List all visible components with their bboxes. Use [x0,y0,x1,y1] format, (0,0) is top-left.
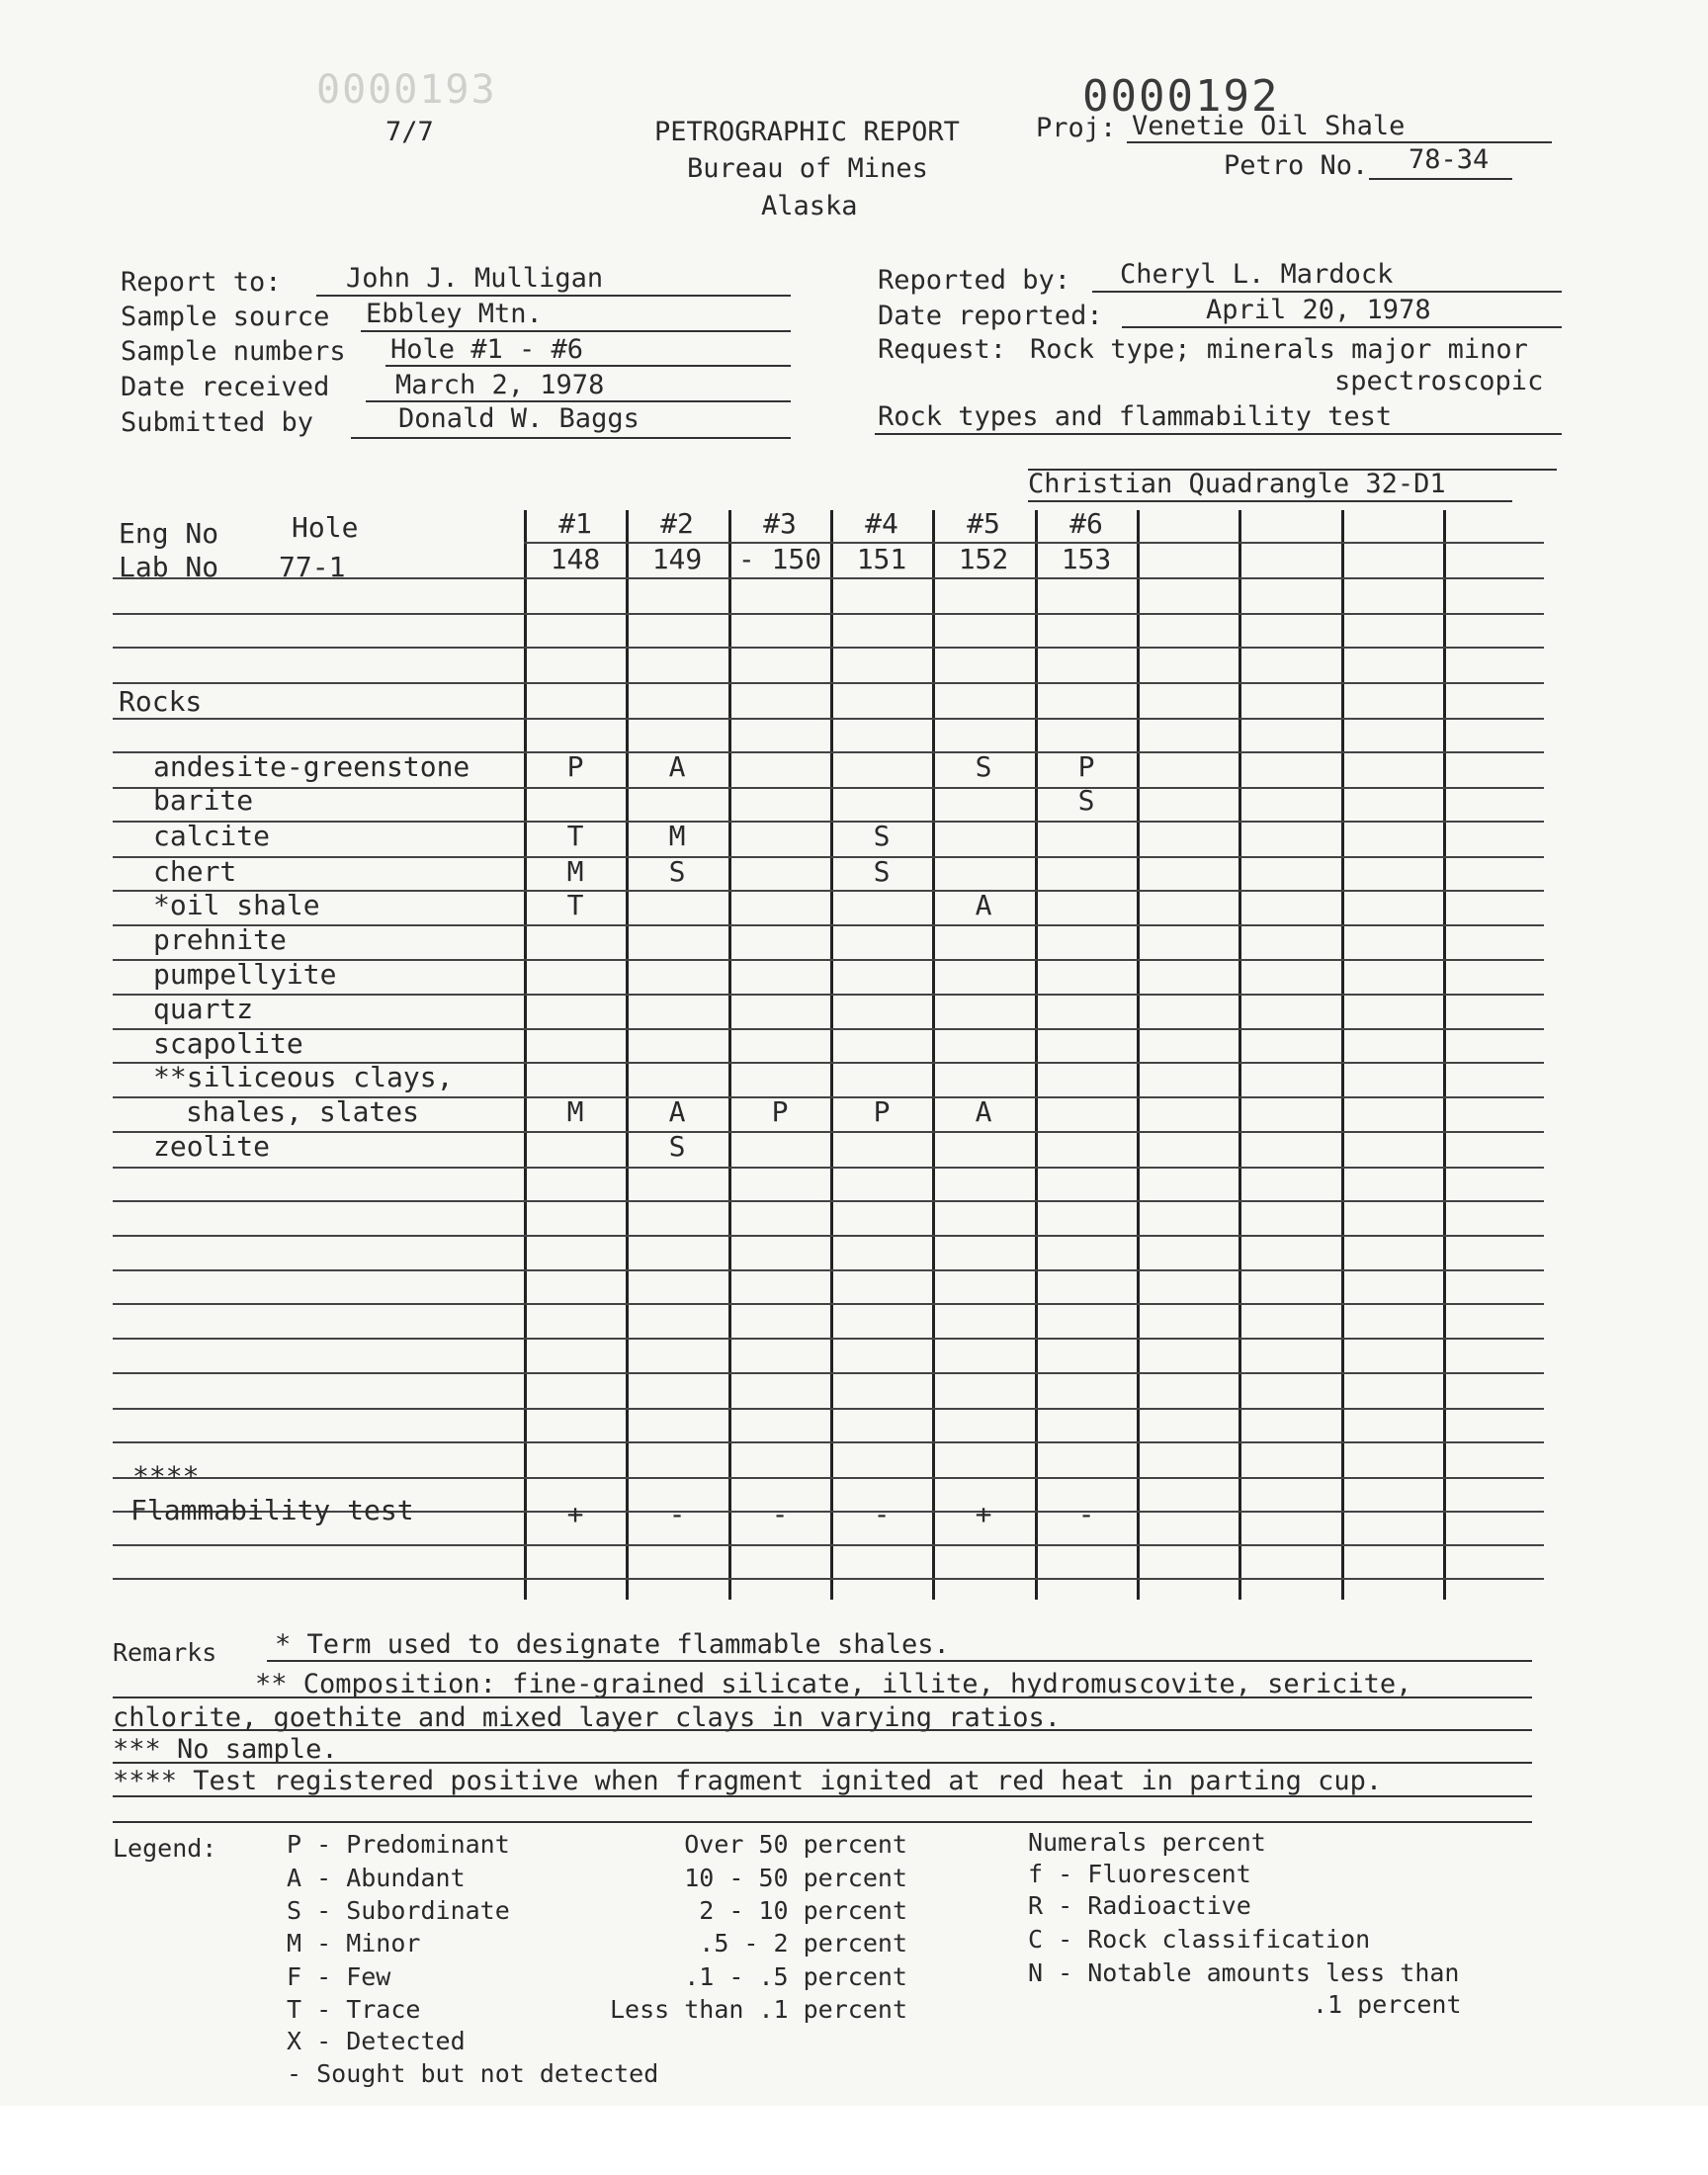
lab-no-label: Lab No [119,551,219,583]
rock-row-label: pumpellyite [153,958,337,991]
rock-row-value: S [975,750,992,783]
request-value: Rock type; minerals major minor [1030,334,1528,365]
sample-numbers-underline [385,365,791,367]
reported-by-underline [1092,291,1562,293]
table-row-line [113,1578,1544,1580]
rocks-heading: Rocks [119,685,203,718]
submitted-by-underline [351,437,791,439]
rock-row-value: P [1077,750,1095,783]
remark-line-2: ** Composition: fine-grained silicate, illite, hydromuscovite, sericite, [255,1669,1412,1699]
flammability-value: - [771,1498,789,1530]
table-row-line [113,1477,1544,1479]
table-row-line [113,718,1544,720]
column-header-hole: #6 [1069,507,1103,540]
rock-row-value: S [1077,784,1095,817]
remark-underline-6 [113,1821,1532,1823]
table-row-line [113,821,1544,823]
table-row-line [113,1338,1544,1340]
table-row-line [113,1200,1544,1202]
petro-underline [1369,178,1512,180]
legend-label: Legend: [113,1834,217,1863]
date-reported-label: Date reported: [878,301,1103,331]
rock-row-label: *oil shale [153,889,320,921]
legend-right-item: C - Rock classification [1028,1925,1371,1954]
flammability-value: - [668,1498,686,1530]
flammability-value: + [975,1498,992,1530]
table-row-line [113,787,1544,789]
flammability-value: + [566,1498,584,1530]
table-row-line [113,1303,1544,1305]
proj-underline [1127,141,1552,143]
rock-row-value: S [668,1130,686,1163]
lab-number: 153 [1061,543,1112,575]
legend-range: 2 - 10 percent [699,1896,907,1925]
remark-line-4: *** No sample. [113,1734,338,1765]
rock-row-value: A [668,750,686,783]
table-row-line [113,890,1544,892]
sample-numbers-label: Sample numbers [121,336,346,367]
report-to-label: Report to: [121,267,282,298]
rock-row-value: M [566,1095,584,1128]
rock-row-value: A [975,1095,992,1128]
report-title: PETROGRAPHIC REPORT [654,117,960,147]
column-header-hole: #3 [763,507,797,540]
rock-row-label: scapolite [153,1027,303,1060]
legend-code: P - Predominant [287,1830,510,1859]
scan-margin [0,2106,1708,2175]
table-row-line [113,1269,1544,1271]
state-name: Alaska [761,191,858,221]
sample-source-label: Sample source [121,302,330,332]
legend-code: F - Few [287,1962,391,1991]
rock-row-value: T [566,889,584,921]
legend-right-item: N - Notable amounts less than [1028,1958,1460,1987]
column-header-hole: #2 [660,507,694,540]
table-column-line [1137,510,1140,1600]
rock-row-value: P [873,1095,891,1128]
table-row-line [113,1235,1544,1237]
table-row-line [113,1441,1544,1443]
rock-row-value: P [566,750,584,783]
table-column-line [1238,510,1241,1600]
table-column-line [1341,510,1344,1600]
rock-row-label: barite [153,784,254,817]
proj-label: Proj: [1036,113,1117,143]
remark-line-3: chlorite, goethite and mixed layer clays in varying ratios. [113,1702,1062,1733]
ghost-doc-number: 0000193 [316,67,497,113]
table-row-line [113,856,1544,858]
reported-by-value: Cheryl L. Mardock [1120,259,1394,290]
rock-row-value: M [566,855,584,888]
lab-number: 151 [856,543,907,575]
table-row-line [113,682,1544,684]
request-line-4-underline [1028,500,1512,502]
rock-row-label: chert [153,855,237,888]
remark-line-1: * Term used to designate flammable shales. [275,1629,950,1660]
petro-value: 78-34 [1409,144,1490,175]
eng-no-label: Eng No [119,517,219,550]
table-column-line [830,510,833,1600]
legend-code: - Sought but not detected [287,2059,659,2088]
legend-range: 10 - 50 percent [684,1864,907,1892]
sample-source-underline [361,330,791,332]
lab-prefix: 77-1 [279,551,346,583]
sample-source-value: Ebbley Mtn. [366,299,543,329]
submitted-by-label: Submitted by [121,407,314,438]
remark-underline-5 [113,1795,1532,1797]
legend-right-item: .1 percent [1313,1990,1462,2019]
legend-code: X - Detected [287,2027,466,2055]
date-reported-value: April 20, 1978 [1206,295,1431,325]
column-header-hole: #1 [558,507,592,540]
date-reported-underline [1122,326,1562,328]
rock-row-value: A [975,889,992,921]
legend-range: Over 50 percent [684,1830,907,1859]
rock-row-value: A [668,1095,686,1128]
flammability-label: Flammability test [130,1494,414,1526]
table-row-line [113,1131,1544,1133]
table-row-line [113,1408,1544,1410]
legend-code: S - Subordinate [287,1896,510,1925]
table-column-line [932,510,935,1600]
legend-code: M - Minor [287,1929,421,1958]
remark-underline-2 [113,1696,1532,1698]
date-received-label: Date received [121,372,330,402]
rock-row-value: S [873,855,891,888]
report-to-value: John J. Mulligan [346,263,604,294]
proj-value: Venetie Oil Shale [1132,111,1406,141]
table-row-line [113,613,1544,615]
request-label: Request: [878,334,1007,365]
lab-number: 152 [958,543,1009,575]
remarks-label: Remarks [113,1638,217,1667]
lab-number: 149 [651,543,703,575]
rock-row-label: zeolite [153,1130,271,1163]
table-column-line [1443,510,1446,1600]
rock-row-value: M [668,820,686,852]
table-column-line [1035,510,1038,1600]
legend-range: .1 - .5 percent [684,1962,907,1991]
rock-row-label: **siliceous clays, [153,1061,454,1093]
table-column-line [626,510,629,1600]
table-row-line [113,924,1544,926]
submitted-by-value: Donald W. Baggs [398,403,640,434]
petro-label: Petro No. [1224,150,1369,181]
table-row-line [113,1544,1544,1546]
rock-row-value: S [873,820,891,852]
date-received-value: March 2, 1978 [395,370,605,400]
rock-row-label: prehnite [153,923,287,956]
remark-underline-1 [267,1660,1532,1662]
legend-code: T - Trace [287,1995,421,2024]
remark-underline-4 [113,1762,1532,1764]
table-column-line [524,510,527,1600]
sample-numbers-value: Hole #1 - #6 [390,334,584,365]
request-value-2: spectroscopic [1334,366,1544,396]
table-row-line [113,1028,1544,1030]
lab-number: 148 [550,543,601,575]
doc-number: 0000192 [1082,71,1280,122]
rock-row-value: S [668,855,686,888]
rock-row-label: andesite-greenstone [153,750,470,783]
table-row-line [113,647,1544,649]
hole-label: Hole [292,511,359,544]
legend-code: A - Abundant [287,1864,466,1892]
page-number: 7/7 [385,117,434,147]
stars-label: **** [132,1460,200,1493]
table-column-line [728,510,731,1600]
legend-range: .5 - 2 percent [699,1929,907,1958]
flammability-value: - [1077,1498,1095,1530]
legend-right-item: R - Radioactive [1028,1891,1251,1920]
date-received-underline [366,400,791,402]
remark-underline-3 [113,1729,1532,1731]
rock-row-value: T [566,820,584,852]
rock-row-label: calcite [153,820,271,852]
rock-row-value: P [771,1095,789,1128]
table-row-line [113,1372,1544,1374]
request-line-3: Rock types and flammability test [878,401,1393,432]
reported-by-label: Reported by: [878,265,1071,296]
column-header-hole: #4 [865,507,898,540]
table-row-line [113,994,1544,996]
report-to-underline [316,295,791,297]
legend-range: Less than .1 percent [609,1995,907,2024]
request-line-3-underline [875,433,1562,435]
legend-right-item: Numerals percent [1028,1828,1266,1857]
rock-row-label: quartz [153,993,254,1025]
agency-name: Bureau of Mines [687,153,928,184]
request-line-4: Christian Quadrangle 32-D1 [1028,469,1446,499]
lab-number: - 150 [737,543,822,575]
remark-line-5: **** Test registered positive when fragment ignited at red heat in parting cup. [113,1766,1383,1796]
column-header-hole: #5 [967,507,1000,540]
rock-row-label: shales, slates [186,1095,420,1128]
flammability-value: - [873,1498,891,1530]
legend-right-item: f - Fluorescent [1028,1860,1251,1888]
table-row-line [113,1167,1544,1169]
